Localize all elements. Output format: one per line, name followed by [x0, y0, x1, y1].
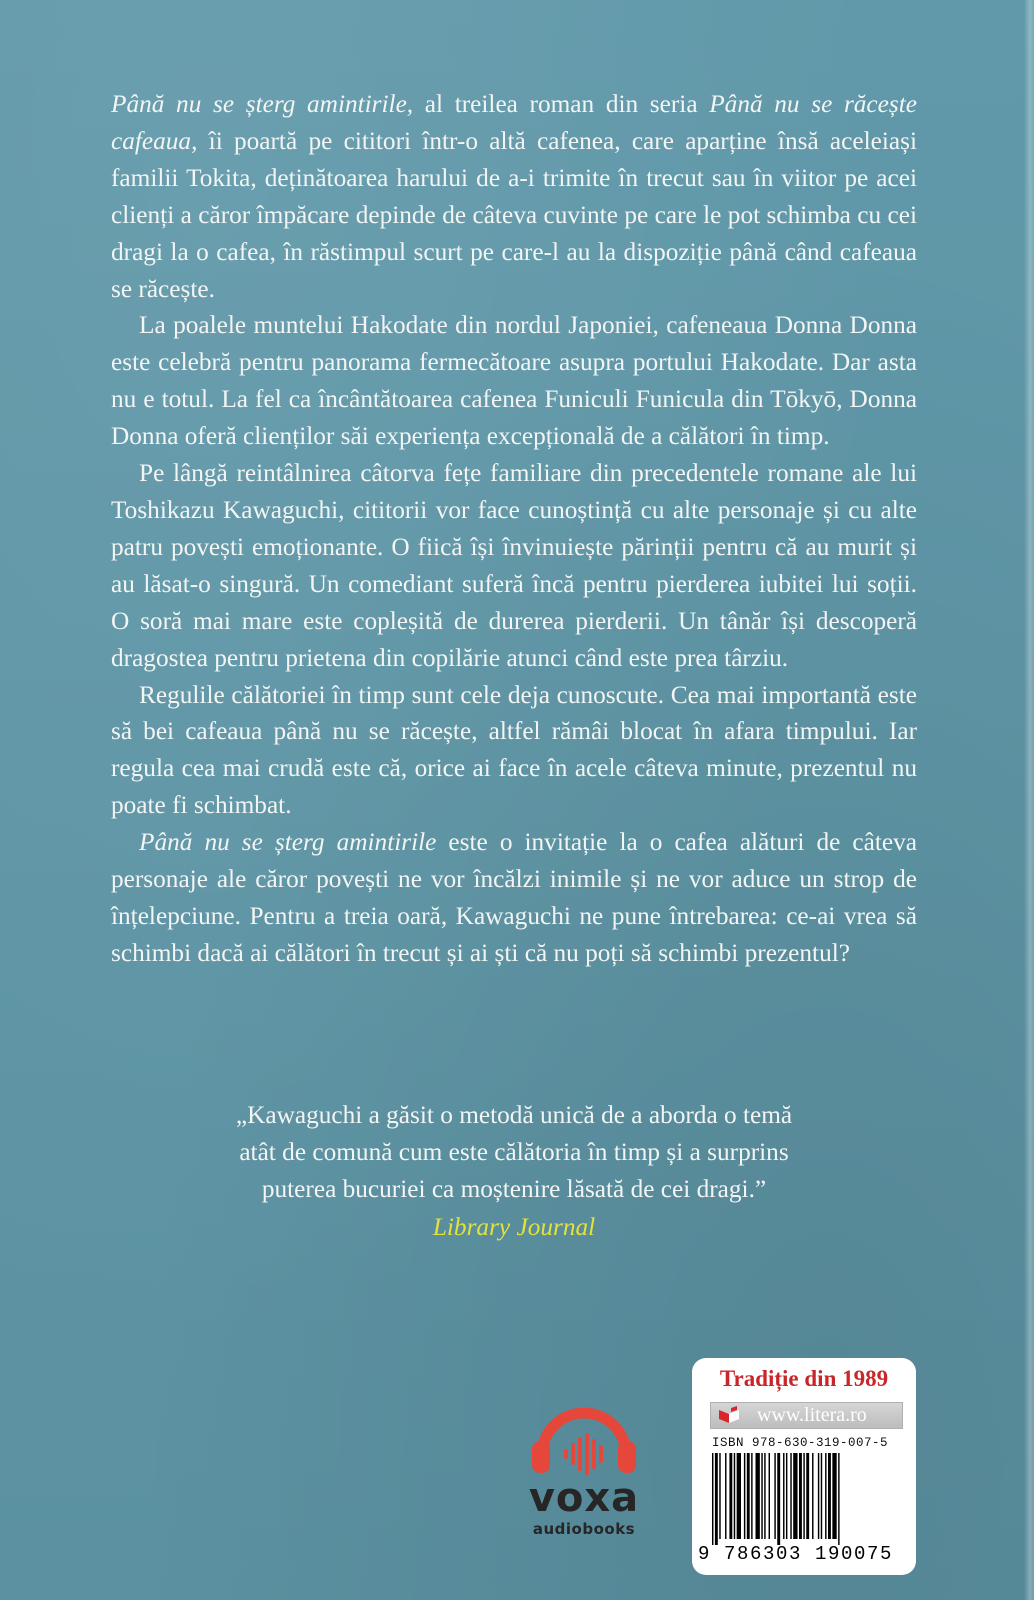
- blurb-paragraph-2: La poalele muntelui Hakodate din nordul Japoniei, cafeneaua Donna Donna este celebră pentru panorama fermecătoare asupra portului Hakodate. Dar asta nu e totul. La fel ca încântătoarea cafenea Funiculi Funicula din Tōkyō, Donna Donna oferă clienților săi experiența excepțională de a călători în timp.: [111, 311, 917, 451]
- book-blurb: [111, 86, 917, 972]
- barcode-bars: [708, 1453, 900, 1545]
- website-text: www.litera.ro: [757, 1404, 867, 1426]
- logo-wordmark: voxa: [528, 1475, 640, 1521]
- review-quote: [111, 1097, 917, 1246]
- book-title-italic: Până nu se șterg amintirile: [139, 828, 437, 857]
- blurb-paragraph-1: Până nu se șterg amintirile, al treilea roman din seria Până nu se răcește cafeaua, îi poartă pe cititori într-o altă cafenea, care aparține însă aceleiași familii Tokita, deținătoarea harului de a-i trimite în trecut sau în viitor pe acei clienți a căror împăcare depinde de câteva cuvinte pe care le pot schimba cu cei dragi la o cafea, în răstimpul scurt pe care-l au la dispoziție până când cafeaua se răcește.: [111, 90, 917, 303]
- quote-source: Library Journal: [432, 1212, 596, 1241]
- voxa-logo: [522, 1393, 646, 1543]
- barcode-digits: 9 786303 190075: [698, 1543, 894, 1565]
- litera-book-icon: [717, 1406, 751, 1424]
- barcode-panel: [692, 1358, 916, 1575]
- quote-line: atât de comună cum este călătoria în timp și a surprins: [239, 1137, 789, 1166]
- website-strip: [710, 1402, 903, 1429]
- quote-line: „Kawaguchi a găsit o metodă unică de a aborda o temă: [235, 1101, 793, 1129]
- blurb-paragraph-4: Regulile călătoriei în timp sunt cele deja cunoscute. Cea mai importantă este să bei cafeaua până nu se răcește, altfel rămâi blocat în afara timpului. Iar regula cea mai crudă este că, orice ai face în acele câteva minute, prezentul nu poate fi schimbat.: [111, 680, 917, 820]
- book-title-italic: Până nu se șterg amintirile,: [111, 90, 414, 118]
- quote-line: puterea bucuriei ca moștenire lăsată de cei dragi.”: [261, 1174, 767, 1203]
- tradition-label: Tradiție din 1989: [719, 1366, 889, 1391]
- isbn-label: ISBN 978-630-319-007-5: [712, 1436, 889, 1450]
- shrink-wrap-edge: [1024, 0, 1034, 1600]
- series-title-italic: Până nu se răcește cafeaua,: [111, 90, 917, 155]
- blurb-paragraph-5: Până nu se șterg amintirile este o invitație la o cafea alături de câteva personaje ale căror povești ne vor încălzi inimile și ne vor aduce un strop de înțelepciune. Pentru a treia oară, Kawaguchi ne pune întrebarea: ce-ai vrea să schimbi dacă ai călători în trecut și ai ști că nu poți să schimbi prezentul?: [111, 828, 918, 967]
- logo-tagline: audiobooks: [532, 1520, 636, 1538]
- blurb-paragraph-3: Pe lângă reintâlnirea câtorva fețe familiare din precedentele romane ale lui Toshikazu Kawaguchi, cititorii vor face cunoștință cu alte personaje și cu alte patru povești emoționante. O fiică își învinuiește părinții pentru că au murit și au lăsat-o singură. Un comediant suferă încă pentru pierderea iubitei lui soții. O soră mai mare este copleșită de durerea pierderii. Un tânăr își descoperă dragostea pentru prietena din copilărie atunci când este prea târziu.: [111, 459, 917, 672]
- headphones-icon: [522, 1393, 646, 1479]
